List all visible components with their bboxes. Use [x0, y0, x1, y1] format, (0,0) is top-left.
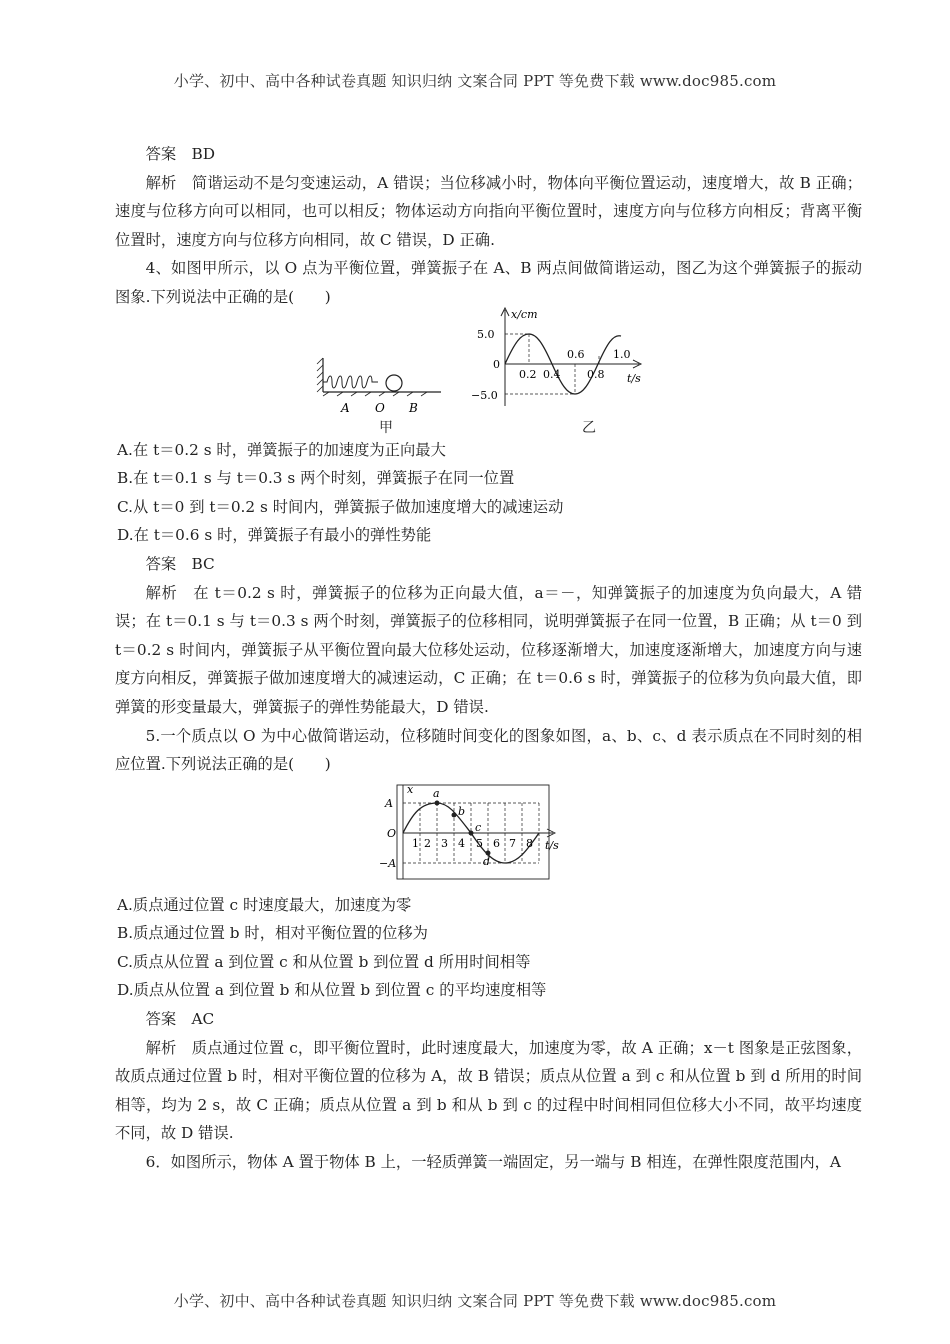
yi-yneg: −5.0 [471, 388, 498, 402]
q4-option-a: A.在 t＝0.2 s 时，弹簧振子的加速度为正向最大 [117, 440, 446, 459]
q4-figure-yi [463, 302, 663, 412]
q5-pd: d [483, 854, 491, 868]
q4-figure-jia [315, 316, 455, 426]
q5-ylabel: x [407, 782, 414, 796]
jia-caption: 甲 [379, 419, 393, 436]
q3-analysis: 解析 简谐运动不是匀变速运动，A 错误；当位移减小时，物体向平衡位置运动，速度增大，故 B 正确；速度与位移方向可以相同，也可以相反；物体运动方向指向平衡位置时，速度方向与位移方向相反；背离平衡位置时，速度方向与位移方向相同，故 C 错误，D 正确. [115, 173, 862, 249]
q5-option-b: B.质点通过位置 b 时，相对平衡位置的位移为 [117, 924, 428, 943]
q5-tick-8: 8 [526, 836, 533, 850]
q4-option-d: D.在 t＝0.6 s 时，弹簧振子有最小的弹性势能 [117, 526, 432, 545]
yi-t5: 1.0 [613, 347, 631, 361]
q5-option-c: C.质点从位置 a 到位置 c 和从位置 b 到位置 d 所用时间相等 [117, 952, 531, 971]
jia-label-O: O [375, 400, 385, 415]
q4-stem: 4、如图甲所示，以 O 点为平衡位置，弹簧振子在 A、B 两点间做简谐运动，图乙为这个弹簧振子的振动图象.下列说法中正确的是( ) [115, 259, 862, 306]
q5-tick-2: 2 [424, 836, 431, 850]
yi-xlabel: t/s [627, 371, 641, 385]
q5-figure-wrap [115, 779, 862, 891]
q5-option-d: D.质点从位置 a 到位置 b 和从位置 b 到位置 c 的平均速度相等 [117, 981, 547, 1000]
q5-tick-6: 6 [493, 836, 500, 850]
jia-label-A: A [341, 400, 350, 415]
q5-pc: c [475, 820, 482, 834]
yi-caption: 乙 [582, 419, 596, 436]
yi-ylabel: x/cm [511, 307, 538, 321]
yi-ypos: 5.0 [477, 327, 495, 341]
q5-answer: 答案 AC [145, 1010, 215, 1029]
yi-t1: 0.2 [519, 367, 537, 381]
q4-option-c: C.从 t＝0 到 t＝0.2 s 时间内，弹簧振子做加速度增大的减速运动 [117, 497, 564, 516]
yi-t4: 0.8 [587, 367, 605, 381]
yi-t2: 0.4 [543, 367, 561, 381]
q5-tick-7: 7 [509, 836, 516, 850]
q4-answer: 答案 BC [145, 554, 215, 573]
q5-O: O [387, 826, 397, 840]
q5-figure [379, 781, 579, 885]
q5-pb: b [458, 804, 466, 818]
q5-xlabel: t/s [545, 838, 559, 852]
q5-stem: 5.一个质点以 O 为中心做简谐运动，位移随时间变化的图象如图，a、b、c、d 表示质点在不同时刻的相应位置.下列说法正确的是( ) [115, 726, 862, 774]
page-content [115, 140, 862, 1177]
q5-option-a: A.质点通过位置 c 时速度最大，加速度为零 [117, 895, 412, 914]
yi-zero: 0 [493, 357, 500, 371]
q5-tick-4: 4 [458, 836, 465, 850]
q5-tick-3: 3 [441, 836, 448, 850]
q5-negA: −A [379, 856, 397, 870]
page-footer: 小学、初中、高中各种试卷真题 知识归纳 文案合同 PPT 等免费下载 www.doc985.com [173, 1292, 777, 1310]
q5-A: A [385, 796, 393, 810]
q4-option-b: B.在 t＝0.1 s 与 t＝0.3 s 两个时刻，弹簧振子在同一位置 [117, 469, 515, 488]
yi-t3: 0.6 [567, 347, 585, 361]
q5-pa: a [433, 786, 440, 800]
q4-figures [115, 307, 862, 436]
q5-tick-1: 1 [412, 836, 419, 850]
jia-label-B: B [409, 400, 418, 415]
q3-answer: 答案 BD [145, 145, 215, 163]
q4-analysis: 解析 在 t＝0.2 s 时，弹簧振子的位移为正向最大值，a＝－，知弹簧振子的加速度为负向最大，A 错误；在 t＝0.1 s 与 t＝0.3 s 两个时刻，弹簧振子的位移相同，说明弹簧振子在同一位置，B 正确；从 t＝0 到 t＝0.2 s 时间内，弹簧振子从平衡位置向最大位移处运动，位移逐渐增大，加速度逐渐增大，加速度方向与速度方向相反，弹簧振子做加速度增大的减速运动，C 正确；在 t＝0.6 s 时，弹簧振子的位移为负向最大值，即弹簧的形变量最大，弹簧振子的弹性势能最大，D 错误. [115, 583, 862, 716]
q6-stem: 6．如图所示，物体 A 置于物体 B 上，一轻质弹簧一端固定，另一端与 B 相连，在弹性限度范围内，A [145, 1153, 841, 1172]
q5-analysis: 解析 质点通过位置 c，即平衡位置时，此时速度最大，加速度为零，故 A 正确；x－t 图象是正弦图象，故质点通过位置 b 时，相对平衡位置的位移为 A，故 B 错误；质点从位置 a 到 c 和从位置 b 到 d 所用的时间相等，均为 2 s，故 C 正确；质点从位置 a 到 b 和从 b 到 c 的过程中时间相同但位移大小不同，故平均速度不同，故 D 错误. [115, 1038, 862, 1143]
q5-tick-5: 5 [476, 836, 483, 850]
page-header: 小学、初中、高中各种试卷真题 知识归纳 文案合同 PPT 等免费下载 www.doc985.com [173, 72, 777, 90]
